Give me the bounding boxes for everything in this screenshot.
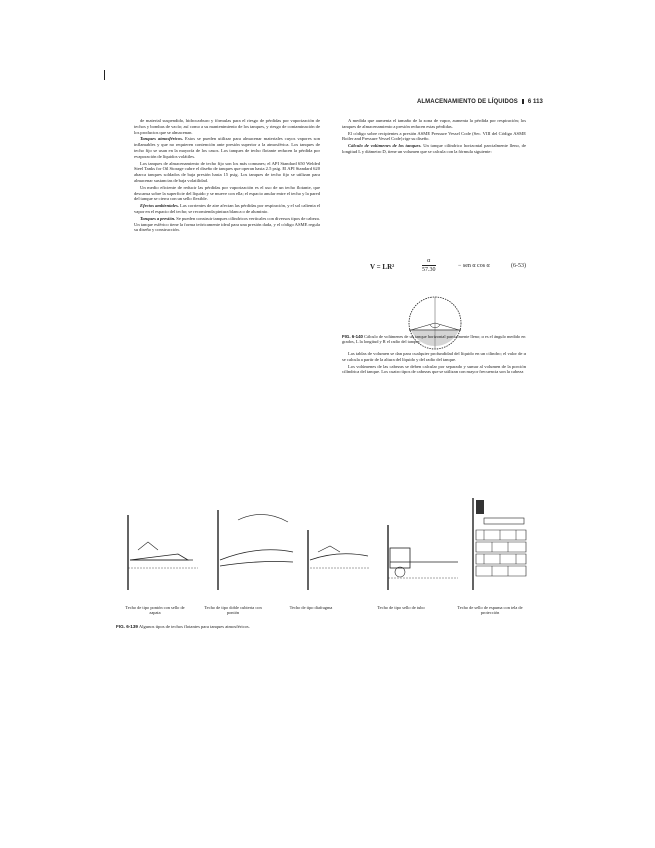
equation-lhs: V = LR² bbox=[370, 263, 395, 271]
volume-equation bbox=[370, 258, 526, 282]
foam-seal-roof-drawing bbox=[473, 498, 526, 590]
left-column bbox=[134, 118, 320, 473]
paragraph: Las tablas de volumen se dan para cualquier profundidad del líquido en un cilindro; el valor de α se calcula a partir de la altura del líquido y del radio del tanque. bbox=[342, 351, 526, 362]
figure-1-label: FIG. 6-140 bbox=[342, 334, 363, 339]
tube-seal-roof-drawing bbox=[388, 525, 458, 590]
paragraph: Los volúmenes de las cabezas se deben calcular por separado y sumar al volumen de la porción cilíndrica del tanque. Los cuatro tipos de cabezas que se utilizan con mayor frecuencia son la cabeza bbox=[342, 363, 526, 375]
figure-2-caption bbox=[116, 624, 250, 629]
equation-fraction bbox=[422, 258, 436, 273]
header-title: ALMACENAMIENTO DE LÍQUIDOS bbox=[416, 99, 518, 105]
subfigure-caption: Techo de tipo pontón con sello de zapata bbox=[125, 605, 185, 616]
page-margin-mark bbox=[104, 70, 105, 80]
subfigure-caption: Techo de tipo doble cubierta con pontón bbox=[204, 605, 262, 616]
paragraph: Los tanques de almacenamiento de techo fijo son los más comunes; el API Standard 650 Welded Steel Tanks for Oil Storage cubre el diseño de tanques que operan hasta 2.5 psig. El API Standard 620 abarca tanques soldados de baja presión hasta 15 psig. Los tanques de techo fijo se utilizan para almacenar sustancias de baja volatilidad. bbox=[134, 160, 320, 183]
subfigure-caption: Techo de tipo diafragma bbox=[289, 605, 333, 610]
pontoon-roof-drawing bbox=[128, 515, 198, 590]
subfigure-caption: Techo de tipo sello de tubo bbox=[377, 605, 425, 610]
figure-2-caption-text: Algunos tipos de techos flotantes para tanques atmosféricos. bbox=[138, 624, 250, 629]
paragraph: Un medio eficiente de reducir las pérdidas por vaporización es el uso de un techo flotante, que descansa sobre la superficie del líquido y se mueve con ella; el espacio anular entre el techo y la pared del tanque se cierra con un sello flexible. bbox=[134, 184, 320, 202]
paragraph: de material suspendido, hidrocarburo y fórmulas para el riesgo de pérdidas por vaporización de techos y bombas de vacío; así como a su mantenimiento de los tanques, y riesgo de contaminación de los productos que se almacenan. bbox=[134, 118, 320, 135]
figure-1-caption-text: Cálculo de volúmenes de un tanque horizontal parcialmente lleno; α es el ángulo medido en grados, L la longitud y R el radio del tanque. bbox=[342, 334, 526, 345]
page-number: 6 113 bbox=[527, 99, 543, 105]
right-column-bottom bbox=[342, 351, 526, 471]
diaphragm-roof-drawing bbox=[308, 530, 370, 590]
floating-roof-types-figure bbox=[118, 490, 538, 600]
equation-numerator: α bbox=[427, 258, 431, 264]
subfigure-caption: Techo de sello de espuma con tela de protección bbox=[457, 605, 523, 616]
double-deck-roof-drawing bbox=[218, 510, 293, 590]
paragraph: A medida que aumenta el tamaño de la zona de vapor, aumenta la pérdida por respiración; los tanques de almacenamiento a presión reducen estas pérdidas. bbox=[342, 118, 526, 129]
paragraph: Tanques atmosféricos. Estos se pueden utilizar para almacenar materiales cuyos vapores son inflamables y que no requieren contención ante presión superior a la atmosférica. Los tanques de techo fijo se usan en la mayoría de los casos. Los tanques de techo flotante reducen la pérdida por evaporación de líquidos volátiles. bbox=[134, 136, 320, 159]
paragraph: Tanques a presión. Se pueden construir tanques cilíndricos verticales con diversos tipos de cabeza. Un tanque esférico tiene la forma teóricamente ideal para una presión dada, y el código ASME regula su diseño y construcción. bbox=[134, 215, 320, 233]
paragraph: Cálculo de volúmenes de los tanques. Un tanque cilíndrico horizontal parcialmente lleno, de longitud L y diámetro D, tiene un volumen que se calcula con la fórmula siguiente: bbox=[342, 143, 526, 154]
equation-number: (6-53) bbox=[511, 263, 526, 269]
right-column-top bbox=[342, 118, 526, 218]
header-separator bbox=[522, 99, 524, 104]
figure-1-caption bbox=[342, 334, 526, 345]
fraction-bar bbox=[422, 265, 436, 266]
paragraph: Efectos ambientales. Las corrientes de aire afectan las pérdidas por respiración, y el sol calienta el vapor en el espacio del techo; se recomienda pintura blanca o de aluminio. bbox=[134, 203, 320, 214]
paragraph: El código sobre recipientes a presión ASME Pressure Vessel Code (Sec. VIII del Código ASME Boiler and Pressure Vessel Code) rige su diseño. bbox=[342, 130, 526, 142]
figure-2-label: FIG. 6-139 bbox=[116, 624, 138, 629]
equation-denominator: 57.30 bbox=[422, 267, 436, 273]
equation-rest: − sen α cos α bbox=[458, 263, 490, 269]
running-header bbox=[417, 99, 543, 105]
